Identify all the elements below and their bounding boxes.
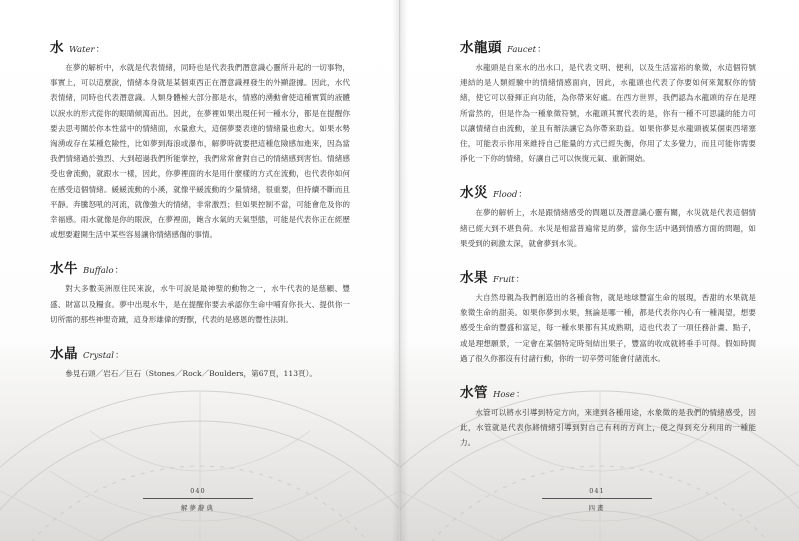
running-head: 四畫 bbox=[588, 504, 606, 512]
right-page-footer bbox=[542, 487, 652, 512]
page-number: 041 bbox=[589, 487, 605, 495]
page-number: 040 bbox=[190, 487, 206, 495]
entry-faucet bbox=[460, 36, 756, 166]
entry-english: Crystal bbox=[83, 351, 114, 362]
entry-colon: ： bbox=[515, 390, 525, 401]
entry-colon: ： bbox=[518, 190, 528, 201]
entry-colon: ： bbox=[114, 351, 124, 362]
entry-head bbox=[50, 257, 350, 277]
entry-water bbox=[50, 36, 350, 242]
entry-head bbox=[50, 36, 350, 56]
footer-rule bbox=[143, 498, 253, 499]
entry-title: 水災 bbox=[460, 185, 488, 202]
entry-flood bbox=[460, 181, 756, 251]
entry-body: 水龍頭是自來水的出水口，是代表文明、便利，以及生活富裕的象徵，水這個符號連結的是人類經驗中的情緒情感面向，因此，水龍頭也代表了你要如何來駕馭你的情緒，使它可以發揮正向功能，為你帶來好處。在西方世界，我們認為水龍頭的存在是理所當然的，但是作為一種象徵符號，水龍頭其實代表的是，你有一種不可思議的能力可以讓情緒自由流動，並且有辦法讓它為你帶來助益。如果你夢見水龍頭被某個東西堵塞住，可能表示你用來維持自己能量的方式已經失衡，你用了太多覺力，而且可能你需要淨化一下你的情緒，好讓自己可以恢復元氣、重新開始。 bbox=[460, 63, 756, 164]
entry-english: Buffalo bbox=[83, 266, 114, 277]
entry-english: Faucet bbox=[507, 45, 537, 55]
entry-buffalo bbox=[50, 257, 350, 327]
entry-english: Hose bbox=[493, 390, 515, 401]
entry-body: 水管可以將水引導到特定方向，來達到各種用途，水象徵的是我們的情緒感受，因此，水管就是代表你將情緒引導到對自己有利的方向上，使之得到充分利用的一種能力。 bbox=[460, 408, 756, 448]
left-page-content bbox=[50, 36, 350, 396]
running-head: 解夢辭典 bbox=[181, 504, 215, 512]
entry-colon: ： bbox=[537, 45, 547, 55]
entry-fruit bbox=[460, 266, 756, 366]
entry-body: 大自然母親為我們創造出的各種食物，就是地球豐富生命的展現，香甜的水果就是象徵生命的甜美。如果你夢到水果，無論是哪一種，都是代表你內心有一種渴望，想要感受生命的豐盛和富足，每一種水果都有其成熟期，這也代表了一項任務計畫、點子，或是理想願景，一定會在某個特定時刻結出果子，豐富的收成就將垂手可得。假如時間過了很久你都沒有付諸行動，你的一切辛勞可能會付諸流水。 bbox=[460, 293, 756, 363]
footer-rule bbox=[542, 498, 652, 499]
entry-title: 水 bbox=[50, 40, 64, 56]
entry-body: 參見石頭／岩石／巨石（Stones／Rock／Boulders，第67頁，113頁）。 bbox=[65, 369, 318, 379]
entry-title: 水果 bbox=[460, 270, 488, 287]
entry-body: 對大多數美洲原住民來說，水牛可說是最神聖的動物之一，水牛代表的是慈顧、豐盛、財富以及糧食。夢中出現水牛，是在提醒你要去承認你生命中哺育你長大、提供你一切所需的那些神聖奇蹟，這身形雄偉的野獸，代表的是感恩的豐性法則。 bbox=[50, 284, 350, 324]
entry-colon: ： bbox=[95, 45, 105, 55]
entry-colon: ： bbox=[515, 275, 525, 286]
entry-head bbox=[460, 36, 756, 56]
entry-body: 在夢的解析上，水是跟情緒感受的問題以及潛意識心靈有關，水災就是代表這個情緒已經大到不堪負荷。水災是相當普遍常見的夢，當你生活中遇到情感方面的問題，如果受到的刺激太深，就會夢到水災。 bbox=[460, 208, 756, 248]
left-page-footer bbox=[143, 487, 253, 512]
entry-hose bbox=[460, 381, 756, 451]
entry-colon: ： bbox=[114, 266, 124, 277]
entry-english: Water bbox=[69, 45, 95, 55]
entry-title: 水管 bbox=[460, 385, 488, 402]
mandala-ornament bbox=[0, 371, 399, 541]
right-page bbox=[400, 0, 799, 541]
entry-title: 水龍頭 bbox=[460, 40, 502, 56]
entry-head bbox=[460, 266, 756, 286]
entry-title: 水晶 bbox=[50, 346, 78, 363]
right-page-content bbox=[460, 36, 756, 466]
entry-body: 在夢的解析中，水就是代表情緒，同時也是代表我們潛意識心靈所升起的一切事物，事實上，可以這麼說，情緒本身就是某個東西正在潛意識裡發生的外顯證據。因此，水代表情緒，同時也代表潛意識。人類身體極大部分都是水，情感的湧動會使這種實質的液體以淚水的形式從你的眼睛傾瀉而出。因此，在夢裡如果出現任何一種水分，都是在提醒你要去思考關於你本性當中的情緒面，水量愈大，這個夢要表達的情緒量也愈大。如果水勢洶湧或存在某種危險性，比如夢到海浪或瀑布，解夢時就要把這種危險感加進來，因為當我們情緒過於強烈、大到超過我們所能掌控，我們常常會對自己的情緒感到害怕。情緒感受也會流動，就跟水一樣，因此，你夢裡面的水是用什麼樣的方式在流動，也代表你如何在感受這個情緒。緩緩流動的小溪，就像平緩流動的少量情緒，很重要，但持續不斷而且平靜。奔騰怒吼的河流，就像強大的情緒，非常激烈；但如果控制不當，可能會危及你的幸福感。雨水就像是你的眼淚，在夢裡面，飽含水氣的天氣型態，可能是代表你正在經歷或想要避開生活中某些容易讓你情緒感傷的事情。 bbox=[50, 63, 350, 240]
entry-head bbox=[50, 342, 350, 362]
left-page bbox=[0, 0, 399, 541]
entry-title: 水牛 bbox=[50, 261, 78, 278]
entry-english: Fruit bbox=[493, 275, 515, 286]
entry-crystal bbox=[50, 342, 350, 381]
entry-head bbox=[460, 381, 756, 401]
entry-english: Flood bbox=[493, 190, 518, 201]
book-gutter bbox=[392, 0, 408, 541]
entry-head bbox=[460, 181, 756, 201]
